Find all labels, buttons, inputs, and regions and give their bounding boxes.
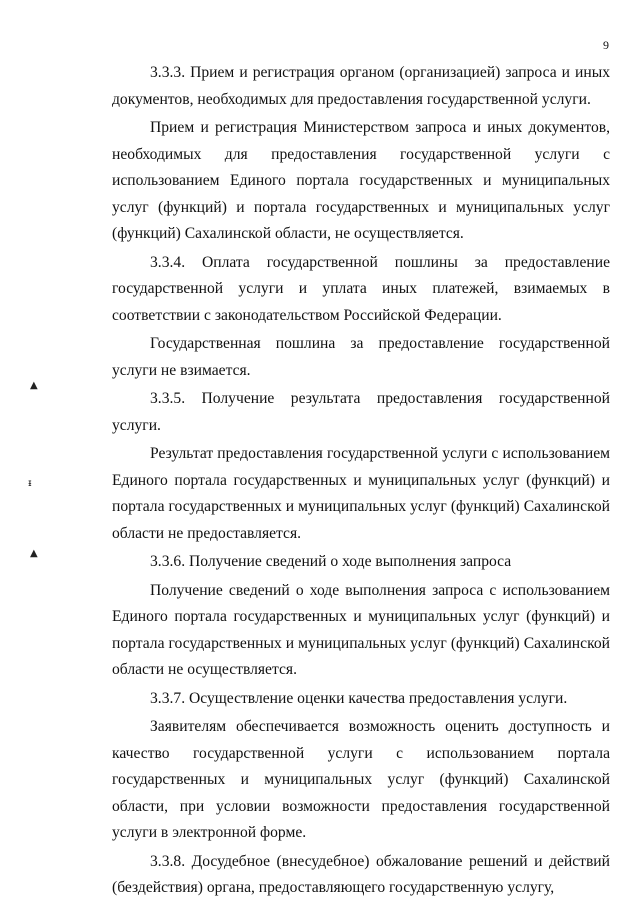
section-heading-3-3-8: 3.3.8. Досудебное (внесудебное) обжалование решений и действий (бездействия) органа, предоставляющего государственную услугу, bbox=[112, 852, 610, 896]
scan-artifact-mark: ▲ bbox=[30, 548, 38, 559]
scan-artifact-mark: ▲ bbox=[30, 380, 38, 391]
paragraph: Прием и регистрация Министерством запроса и иных документов, необходимых для предоставления государственной услуги с использованием Единого портала государственных и муниципальных услуг (функций) и портала государственных и муниципальных услуг (функций) Сахалинской области, не осуществляется. bbox=[112, 119, 610, 242]
section-heading-3-3-3: 3.3.3. Прием и регистрация органом (организацией) запроса и иных документов, необходимых для предоставления государственной услуги. bbox=[112, 64, 610, 108]
section-heading-3-3-4: 3.3.4. Оплата государственной пошлины за предоставление государственной услуги и уплата иных платежей, взимаемых в соответствии с законодательством Российской Федерации. bbox=[112, 253, 610, 324]
paragraph: Заявителям обеспечивается возможность оценить доступность и качество государственной услуги с использованием портала государственных и муниципальных услуг (функций) Сахалинской области, при условии возможности предоставления государственной услуги в электронной форме. bbox=[112, 718, 610, 841]
section-heading-3-3-6: 3.3.6. Получение сведений о ходе выполнения запроса bbox=[150, 553, 512, 570]
scan-artifact-mark: ᵻ bbox=[28, 478, 32, 489]
paragraph: Получение сведений о ходе выполнения запроса с использованием Единого портала государственных и муниципальных услуг (функций) и портала государственных и муниципальных услуг (функций) Сахалинской области не осуществляется. bbox=[112, 581, 610, 678]
paragraph: Результат предоставления государственной услуги с использованием Единого портала государственных и муниципальных услуг (функций) и портала государственных и муниципальных услуг (функций) Сахалинской области не предоставляется. bbox=[112, 445, 610, 542]
page-number: 9 bbox=[603, 38, 609, 52]
paragraph: Государственная пошлина за предоставление государственной услуги не взимается. bbox=[112, 335, 610, 379]
section-heading-3-3-5: 3.3.5. Получение результата предоставления государственной услуги. bbox=[112, 390, 610, 434]
section-heading-3-3-7: 3.3.7. Осуществление оценки качества предоставления услуги. bbox=[150, 689, 568, 707]
document-body bbox=[112, 60, 610, 904]
